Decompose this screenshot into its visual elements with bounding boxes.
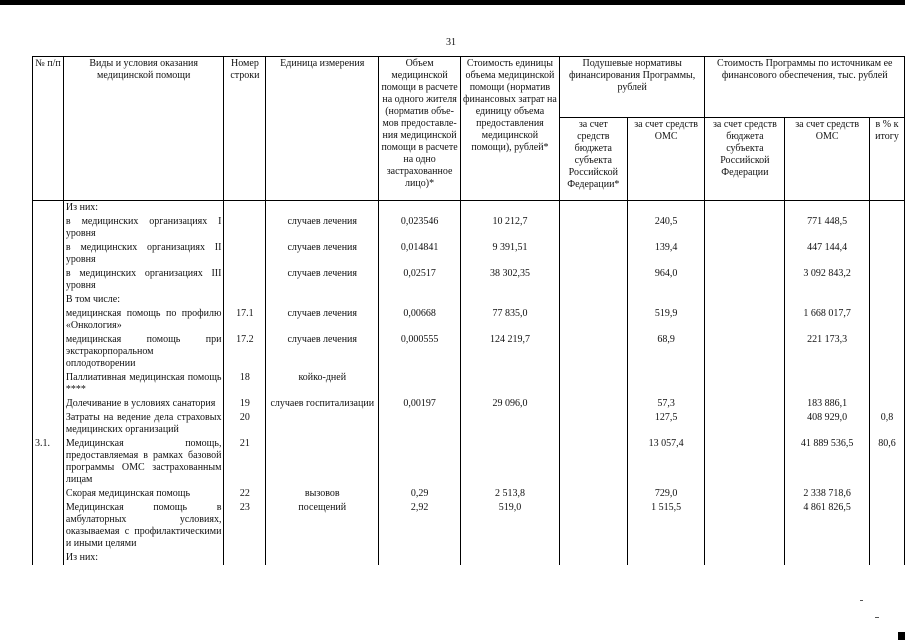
cell-volume <box>379 411 461 437</box>
cell-line <box>224 267 266 293</box>
cell-program-budget <box>705 293 785 307</box>
cell-per-capita-oms: 57,3 <box>627 397 705 411</box>
cell-per-capita-oms <box>627 371 705 397</box>
cell-per-capita-budget <box>559 551 627 565</box>
cell-name: Затраты на ведение дела страховых медицинских организаций <box>63 411 224 437</box>
cell-program-oms: 41 889 536,5 <box>785 437 870 487</box>
cell-per-capita-oms <box>627 551 705 565</box>
cell-program-oms <box>785 293 870 307</box>
cell-line: 22 <box>224 487 266 501</box>
cell-volume: 0,023546 <box>379 215 461 241</box>
cell-volume: 0,29 <box>379 487 461 501</box>
cell-unit: вызовов <box>266 487 379 501</box>
header-program-oms: за счет средств ОМС <box>785 118 870 201</box>
cell-per-capita-oms: 127,5 <box>627 411 705 437</box>
cell-per-capita-oms <box>627 293 705 307</box>
cell-line <box>224 551 266 565</box>
page-number: 31 <box>446 37 456 48</box>
cell-line: 19 <box>224 397 266 411</box>
cell-per-capita-oms: 964,0 <box>627 267 705 293</box>
cell-line: 17.2 <box>224 333 266 371</box>
cell-cost <box>461 293 560 307</box>
cell-program-percent <box>869 397 904 411</box>
cell-volume <box>379 201 461 216</box>
cell-name: медицинская помощь при экстракорпоральном оплодотворении <box>63 333 224 371</box>
cell-num <box>33 411 64 437</box>
cell-volume <box>379 437 461 487</box>
header-num: № п/п <box>33 57 64 201</box>
cell-per-capita-budget <box>559 201 627 216</box>
cell-unit <box>266 437 379 487</box>
table-row <box>33 215 905 241</box>
cell-program-budget <box>705 267 785 293</box>
cell-program-oms <box>785 201 870 216</box>
table-row <box>33 487 905 501</box>
cell-cost <box>461 371 560 397</box>
cell-num <box>33 267 64 293</box>
cell-cost: 519,0 <box>461 501 560 551</box>
header-volume: Объем медицинской помощи в расчете на одного жителя (норматив объе-мов предоставле-ния медицинской помощи в расчете на одно застрахованное лицо)* <box>379 57 461 201</box>
cell-program-oms: 447 144,4 <box>785 241 870 267</box>
cell-volume: 0,000555 <box>379 333 461 371</box>
table-row <box>33 437 905 487</box>
cell-per-capita-budget <box>559 293 627 307</box>
cell-program-percent <box>869 241 904 267</box>
cell-cost: 124 219,7 <box>461 333 560 371</box>
cell-per-capita-budget <box>559 487 627 501</box>
cell-line: 18 <box>224 371 266 397</box>
cell-program-oms: 183 886,1 <box>785 397 870 411</box>
cell-num: 3.1. <box>33 437 64 487</box>
cell-num <box>33 201 64 216</box>
table-row <box>33 501 905 551</box>
cell-per-capita-oms: 13 057,4 <box>627 437 705 487</box>
cell-per-capita-budget <box>559 267 627 293</box>
cell-volume <box>379 293 461 307</box>
cell-num <box>33 487 64 501</box>
cell-cost: 29 096,0 <box>461 397 560 411</box>
cell-per-capita-oms: 240,5 <box>627 215 705 241</box>
cell-program-oms <box>785 371 870 397</box>
table-row <box>33 293 905 307</box>
cell-program-oms: 221 173,3 <box>785 333 870 371</box>
table-row <box>33 267 905 293</box>
cell-per-capita-budget <box>559 333 627 371</box>
cell-line <box>224 215 266 241</box>
table-row <box>33 551 905 565</box>
header-name: Виды и условия оказания медицинской помощи <box>63 57 224 201</box>
header-per-capita-budget: за счет средств бюджета субъекта Российской Федерации* <box>559 118 627 201</box>
cell-num <box>33 307 64 333</box>
cell-line: 21 <box>224 437 266 487</box>
cell-program-percent: 0,8 <box>869 411 904 437</box>
cell-program-budget <box>705 501 785 551</box>
cell-per-capita-budget <box>559 397 627 411</box>
cell-program-oms <box>785 551 870 565</box>
cell-name: в медицинских организациях III уровня <box>63 267 224 293</box>
cell-program-oms: 408 929,0 <box>785 411 870 437</box>
cell-program-oms: 1 668 017,7 <box>785 307 870 333</box>
table-row <box>33 307 905 333</box>
table-row <box>33 201 905 216</box>
header-program-cost: Стоимость Программы по источникам ее финансового обеспечения, тыс. рублей <box>705 57 905 118</box>
cell-volume: 0,00197 <box>379 397 461 411</box>
cell-unit: случаев лечения <box>266 307 379 333</box>
cell-unit <box>266 411 379 437</box>
cell-num <box>33 551 64 565</box>
cell-cost <box>461 201 560 216</box>
cell-per-capita-budget <box>559 437 627 487</box>
cell-num <box>33 501 64 551</box>
cell-name: В том числе: <box>63 293 224 307</box>
cell-line: 20 <box>224 411 266 437</box>
cell-unit: койко-дней <box>266 371 379 397</box>
cell-volume: 0,02517 <box>379 267 461 293</box>
cell-program-budget <box>705 437 785 487</box>
cell-cost <box>461 411 560 437</box>
header-program-budget: за счет средств бюджета субъекта Российской Федерации <box>705 118 785 201</box>
header-per-capita-oms: за счет средств ОМС <box>627 118 705 201</box>
table-row <box>33 371 905 397</box>
cell-program-budget <box>705 215 785 241</box>
cell-unit <box>266 551 379 565</box>
cell-cost <box>461 437 560 487</box>
cell-program-oms: 3 092 843,2 <box>785 267 870 293</box>
cell-unit: случаев лечения <box>266 241 379 267</box>
cell-unit: случаев госпитализации <box>266 397 379 411</box>
cell-program-budget <box>705 551 785 565</box>
cell-cost: 2 513,8 <box>461 487 560 501</box>
cell-per-capita-oms: 519,9 <box>627 307 705 333</box>
cell-num <box>33 215 64 241</box>
top-border <box>0 0 905 5</box>
cell-cost: 10 212,7 <box>461 215 560 241</box>
cell-program-budget <box>705 371 785 397</box>
cell-per-capita-budget <box>559 411 627 437</box>
cell-num <box>33 397 64 411</box>
cell-program-oms: 4 861 826,5 <box>785 501 870 551</box>
cell-volume: 0,014841 <box>379 241 461 267</box>
cell-name: Скорая медицинская помощь <box>63 487 224 501</box>
header-line: Номер строки <box>224 57 266 201</box>
cell-per-capita-budget <box>559 371 627 397</box>
cell-per-capita-budget <box>559 241 627 267</box>
cell-name: Из них: <box>63 201 224 216</box>
cell-per-capita-budget <box>559 307 627 333</box>
cell-program-budget <box>705 397 785 411</box>
cell-volume <box>379 371 461 397</box>
table-row <box>33 411 905 437</box>
cell-name: Медицинская помощь, предоставляемая в рамках базовой программы ОМС застрахованным лицам <box>63 437 224 487</box>
cell-unit: случаев лечения <box>266 267 379 293</box>
cell-program-percent <box>869 371 904 397</box>
cell-unit: случаев лечения <box>266 333 379 371</box>
cell-line <box>224 241 266 267</box>
cell-program-budget <box>705 241 785 267</box>
cell-program-budget <box>705 411 785 437</box>
cell-num <box>33 241 64 267</box>
cell-name: медицинская помощь по профилю «Онкология» <box>63 307 224 333</box>
cell-name: Медицинская помощь в амбулаторных условиях, оказываемая с профилактическими и иными целями <box>63 501 224 551</box>
cell-volume <box>379 551 461 565</box>
scan-mark <box>875 617 879 618</box>
cell-program-budget <box>705 307 785 333</box>
table-row <box>33 333 905 371</box>
header-program-percent: в % к итогу <box>869 118 904 201</box>
cell-per-capita-oms: 1 515,5 <box>627 501 705 551</box>
header-cost: Стоимость единицы объема медицинской помощи (норматив финансовых затрат на единицу объема предоставления медицинской помощи), рублей* <box>461 57 560 201</box>
cell-num <box>33 371 64 397</box>
header-per-capita: Подушевые нормативы финансирования Программы, рублей <box>559 57 705 118</box>
cell-program-budget <box>705 201 785 216</box>
cell-volume: 0,00668 <box>379 307 461 333</box>
cell-program-oms: 771 448,5 <box>785 215 870 241</box>
cell-name: в медицинских организациях II уровня <box>63 241 224 267</box>
cell-program-percent <box>869 201 904 216</box>
cell-per-capita-oms <box>627 201 705 216</box>
cell-line: 23 <box>224 501 266 551</box>
cell-cost: 38 302,35 <box>461 267 560 293</box>
cell-per-capita-oms: 729,0 <box>627 487 705 501</box>
cell-program-budget <box>705 487 785 501</box>
cell-program-percent <box>869 501 904 551</box>
cell-name: Из них: <box>63 551 224 565</box>
cell-program-percent <box>869 267 904 293</box>
cell-unit: случаев лечения <box>266 215 379 241</box>
cell-unit <box>266 201 379 216</box>
cell-program-percent <box>869 333 904 371</box>
cell-line <box>224 201 266 216</box>
cell-num <box>33 333 64 371</box>
scan-corner <box>898 632 905 640</box>
cell-per-capita-oms: 139,4 <box>627 241 705 267</box>
cell-program-oms: 2 338 718,6 <box>785 487 870 501</box>
cell-program-percent <box>869 215 904 241</box>
program-cost-table <box>32 56 905 565</box>
cell-program-percent <box>869 293 904 307</box>
cell-program-percent <box>869 307 904 333</box>
table-row <box>33 397 905 411</box>
cell-cost <box>461 551 560 565</box>
cell-unit <box>266 293 379 307</box>
table-body <box>33 201 905 566</box>
cell-program-budget <box>705 333 785 371</box>
cell-program-percent <box>869 551 904 565</box>
cell-program-percent <box>869 487 904 501</box>
cell-num <box>33 293 64 307</box>
cell-volume: 2,92 <box>379 501 461 551</box>
cell-line <box>224 293 266 307</box>
cell-per-capita-budget <box>559 501 627 551</box>
cell-per-capita-budget <box>559 215 627 241</box>
table-row <box>33 241 905 267</box>
cell-per-capita-oms: 68,9 <box>627 333 705 371</box>
cell-program-percent: 80,6 <box>869 437 904 487</box>
header-unit: Единица измерения <box>266 57 379 201</box>
cell-name: Паллиативная медицинская помощь **** <box>63 371 224 397</box>
cell-cost: 77 835,0 <box>461 307 560 333</box>
cell-line: 17.1 <box>224 307 266 333</box>
cell-cost: 9 391,51 <box>461 241 560 267</box>
cell-unit: посещений <box>266 501 379 551</box>
cell-name: в медицинских организациях I уровня <box>63 215 224 241</box>
scan-mark <box>860 600 863 601</box>
cell-name: Долечивание в условиях санатория <box>63 397 224 411</box>
